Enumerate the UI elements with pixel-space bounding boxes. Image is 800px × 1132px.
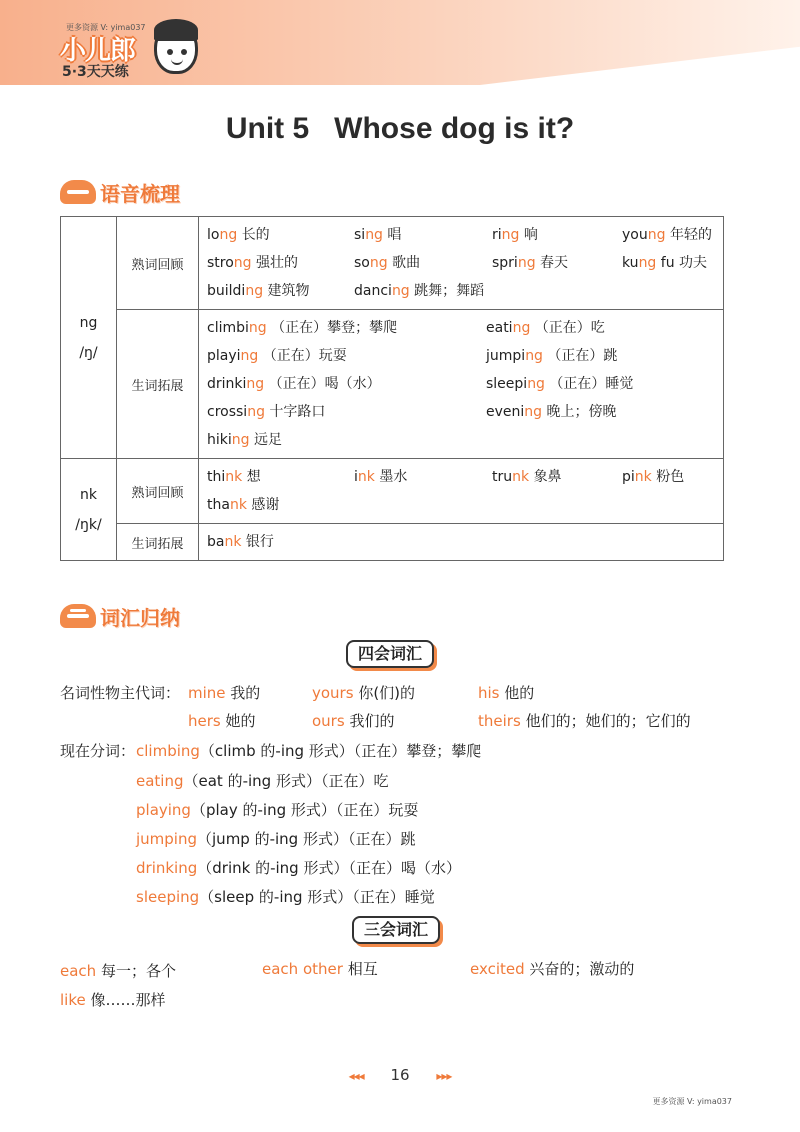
word-part: playi: [207, 348, 241, 364]
word-cell: [199, 524, 724, 561]
vocab-item: [136, 738, 481, 764]
vocab-cn: （climb 的-ing 形式）（正在）攀登；攀爬: [199, 742, 482, 760]
table-row: [61, 459, 724, 524]
vocab-cn: 你(们)的: [358, 684, 416, 702]
word-part: buildi: [207, 283, 246, 299]
word-grid: [207, 463, 715, 519]
word-meaning: 想: [246, 469, 261, 485]
word-meaning: 十字路口: [269, 404, 326, 420]
word-highlight: ng: [527, 376, 545, 392]
word-part: eveni: [486, 404, 525, 420]
word-highlight: nk: [224, 534, 242, 550]
word-meaning: 粉色: [656, 469, 685, 485]
word-item: [486, 342, 715, 370]
word-highlight: ng: [240, 348, 259, 364]
vocab-en: his: [478, 684, 500, 702]
word-part: jumpi: [486, 348, 526, 364]
vocab-en: sleeping: [136, 888, 200, 906]
brand-logo: [58, 18, 198, 80]
word-grid: [207, 528, 715, 556]
corner-note: 更多资源 V: yima037: [652, 1097, 732, 1106]
page-number-bar: [0, 1066, 800, 1084]
vocab-item: [312, 708, 394, 734]
vocab-cn: （eat 的-ing 形式）（正在）吃: [183, 772, 389, 790]
word-item: [207, 491, 348, 519]
page-title: Unit 5 Whose dog is it?: [225, 112, 575, 145]
word-part: crossi: [207, 404, 248, 420]
vocab-cn: 像……那样: [90, 991, 166, 1009]
vocab-en: each other: [262, 960, 343, 978]
vocab-item: [60, 958, 176, 984]
group-label: 生词拓展: [117, 310, 199, 459]
word-meaning: （正在）睡觉: [549, 376, 634, 392]
vocab-cn: 兴奋的；激动的: [529, 960, 635, 978]
group-label: 熟词回顾: [117, 217, 199, 310]
table-row: [61, 524, 724, 561]
section-one-icon: [60, 180, 96, 204]
word-highlight: ng: [231, 432, 250, 448]
vocab-en: climbing: [136, 742, 200, 760]
word-highlight: ng: [233, 255, 252, 271]
vocab-cn: （drink 的-ing 形式）（正在）喝（水）: [197, 859, 461, 877]
word-highlight: ng: [525, 348, 543, 364]
word-highlight: ng: [219, 227, 238, 243]
word-meaning: 响: [523, 227, 538, 243]
vocab-cn: （jump 的-ing 形式）（正在）跳: [197, 830, 416, 848]
word-highlight: ng: [248, 320, 267, 336]
word-highlight: ng: [245, 283, 264, 299]
word-meaning: 墨水: [379, 469, 408, 485]
word-highlight: ng: [517, 255, 536, 271]
section-two-icon: [60, 604, 96, 628]
word-highlight: nk: [229, 497, 247, 513]
word-highlight: nk: [512, 469, 530, 485]
sound-ipa: /ŋ/: [79, 344, 98, 361]
word-cell: [199, 459, 724, 524]
word-highlight: nk: [225, 469, 243, 485]
word-highlight: nk: [634, 469, 652, 485]
word-item: [207, 426, 480, 454]
word-meaning: （正在）跳: [547, 348, 618, 364]
header-small-text: 更多资源 V: yima037: [66, 23, 146, 32]
word-part: eati: [486, 320, 513, 336]
word-meaning: 象鼻: [533, 469, 562, 485]
word-part: drinki: [207, 376, 247, 392]
word-cell: [199, 217, 724, 310]
word-part: ba: [207, 534, 225, 550]
word-item: [354, 221, 486, 249]
word-part: si: [354, 227, 366, 243]
word-part: climbi: [207, 320, 249, 336]
section-heading-label: 语音梳理: [100, 182, 180, 206]
word-meaning: （正在）喝（水）: [268, 376, 381, 392]
right-arrows-icon: ▸▸▸: [436, 1069, 452, 1083]
word-meaning: 银行: [245, 534, 274, 550]
vocab-cn: 相互: [347, 960, 378, 978]
vocab-cn: 他们的；她们的；它们的: [525, 712, 691, 730]
word-highlight: ng: [391, 283, 410, 299]
vocab-en: eating: [136, 772, 184, 790]
word-highlight: ng: [512, 320, 531, 336]
word-meaning: 跳舞；舞蹈: [414, 283, 485, 299]
word-highlight: ng: [524, 404, 543, 420]
word-grid: [207, 221, 715, 305]
participle-label: 现在分词：: [60, 742, 136, 760]
vocab-item: [262, 956, 378, 982]
section-heading-phonics: [60, 178, 260, 208]
word-item: [492, 221, 616, 249]
vocab-cn: 我的: [230, 684, 261, 702]
vocab-item: [136, 855, 461, 881]
group-label: 熟词回顾: [117, 459, 199, 524]
word-part: lo: [207, 227, 220, 243]
vocab-en: excited: [470, 960, 525, 978]
word-item: [492, 463, 616, 491]
word-item: [207, 221, 348, 249]
vocab-item: [470, 956, 634, 982]
page-number: 16: [390, 1066, 410, 1084]
word-part: tha: [207, 497, 230, 513]
vocab-cn: （sleep 的-ing 形式）（正在）睡觉: [199, 888, 435, 906]
word-item: [207, 342, 480, 370]
vocab-item: [478, 680, 534, 706]
word-item: [622, 249, 715, 277]
word-highlight: ng: [247, 404, 265, 420]
word-highlight: ng: [647, 227, 666, 243]
four-skill-badge: 四会词汇: [346, 640, 434, 668]
word-meaning: 年轻的: [669, 227, 712, 243]
section-heading-label: 词汇归纳: [100, 606, 180, 630]
word-item: [354, 277, 486, 305]
word-item: [354, 249, 486, 277]
word-meaning: 晚上；傍晚: [546, 404, 617, 420]
sound-ipa: /ŋk/: [75, 516, 102, 533]
word-highlight: ng: [369, 255, 388, 271]
vocab-item: [136, 797, 418, 823]
vocab-en: jumping: [136, 830, 198, 848]
word-item: [207, 370, 480, 398]
word-meaning: 春天: [540, 255, 569, 271]
word-highlight: ng: [638, 255, 657, 271]
word-item: [207, 528, 348, 556]
vocab-en: ours: [312, 712, 345, 730]
word-part: sleepi: [486, 376, 528, 392]
vocab-cn: 我们的: [349, 712, 395, 730]
pronoun-label: 名词性物主代词：: [60, 684, 181, 702]
table-row: [61, 310, 724, 459]
word-highlight: nk: [357, 469, 375, 485]
word-meaning: （正在）玩耍: [262, 348, 347, 364]
word-cell: [199, 310, 724, 459]
sound-cell: [61, 217, 117, 459]
word-grid: [207, 314, 715, 454]
vocab-en: each: [60, 962, 97, 980]
phonics-table: [60, 216, 724, 561]
word-meaning: 建筑物: [267, 283, 310, 299]
word-meaning: 长的: [241, 227, 270, 243]
vocab-item: [478, 708, 691, 734]
word-item: [622, 221, 715, 249]
vocab-item: [312, 680, 415, 706]
vocab-item: [136, 884, 435, 910]
word-meaning: 感谢: [251, 497, 280, 513]
vocab-en: playing: [136, 801, 191, 819]
brand-subtitle: 5·3天天练: [62, 64, 129, 80]
word-meaning: 唱: [387, 227, 402, 243]
word-item: [486, 398, 715, 426]
vocab-item: [136, 826, 415, 852]
vocab-item: [188, 708, 256, 734]
word-part: pi: [622, 469, 635, 485]
vocab-cn: 他的: [504, 684, 535, 702]
word-item: [486, 370, 715, 398]
group-label: 生词拓展: [117, 524, 199, 561]
three-skill-badge: 三会词汇: [352, 916, 440, 944]
word-item: [207, 277, 348, 305]
vocab-en: drinking: [136, 859, 198, 877]
word-highlight: ng: [246, 376, 265, 392]
word-part: danci: [354, 283, 392, 299]
word-meaning: 歌曲: [392, 255, 421, 271]
word-item: [207, 463, 348, 491]
word-part: so: [354, 255, 370, 271]
word-part: thi: [207, 469, 226, 485]
vocab-cn: 她的: [225, 712, 256, 730]
vocab-item: [60, 987, 166, 1013]
word-highlight: ng: [365, 227, 383, 243]
sound-cell: [61, 459, 117, 561]
word-part: stro: [207, 255, 234, 271]
word-meaning: 远足: [253, 432, 282, 448]
vocab-item: [136, 768, 388, 794]
word-item: [207, 398, 480, 426]
word-highlight: ng: [501, 227, 520, 243]
section-heading-vocabulary: [60, 602, 260, 632]
word-item: [207, 249, 348, 277]
word-part: tru: [492, 469, 513, 485]
word-meaning: 功夫: [679, 255, 708, 271]
word-part: fu: [656, 255, 675, 271]
table-row: [61, 217, 724, 310]
vocab-cn: （play 的-ing 形式）（正在）玩耍: [190, 801, 419, 819]
word-item: [486, 314, 715, 342]
left-arrows-icon: ◂◂◂: [348, 1069, 364, 1083]
word-part: ri: [492, 227, 502, 243]
word-part: i: [354, 469, 358, 485]
sound-label: ng: [79, 314, 98, 331]
vocab-en: theirs: [478, 712, 521, 730]
brand-name: 小儿郎: [60, 36, 136, 66]
word-item: [354, 463, 486, 491]
word-item: [622, 463, 715, 491]
word-item: [492, 249, 616, 277]
vocab-en: mine: [188, 684, 226, 702]
word-part: ku: [622, 255, 639, 271]
vocab-item: [188, 680, 260, 706]
word-meaning: （正在）吃: [534, 320, 605, 336]
word-meaning: 强壮的: [256, 255, 299, 271]
word-part: spri: [492, 255, 518, 271]
word-meaning: （正在）攀登；攀爬: [271, 320, 398, 336]
word-item: [207, 314, 480, 342]
vocab-en: like: [60, 991, 86, 1009]
word-part: you: [622, 227, 648, 243]
vocab-en: hers: [188, 712, 221, 730]
mascot-icon: [154, 22, 198, 74]
vocab-en: yours: [312, 684, 354, 702]
word-part: hiki: [207, 432, 232, 448]
sound-label: nk: [80, 486, 97, 503]
vocab-cn: 每一；各个: [100, 962, 176, 980]
